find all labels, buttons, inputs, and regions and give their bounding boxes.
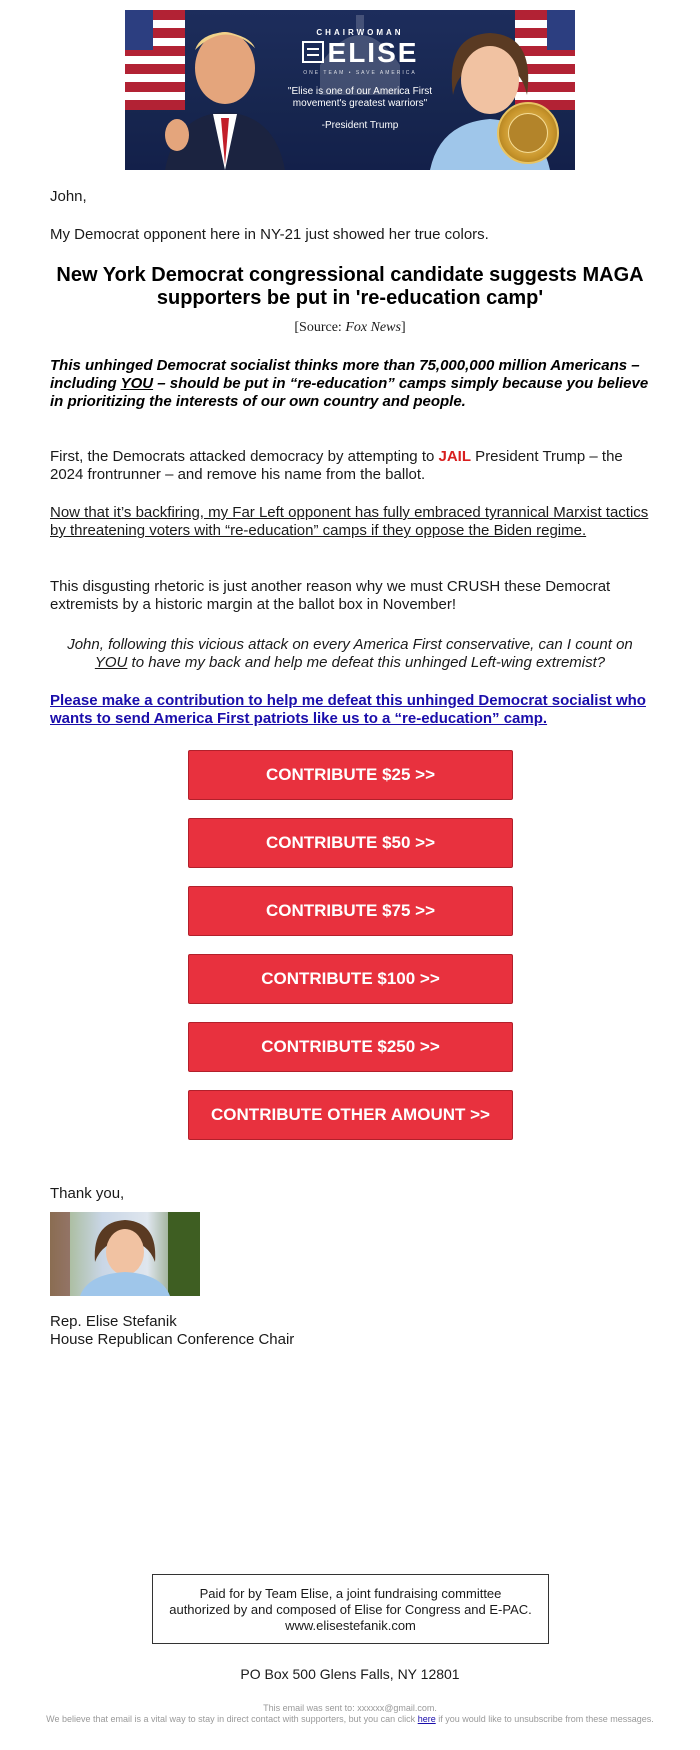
official-seal-icon	[497, 102, 559, 164]
jail-emphasis: JAIL	[438, 448, 472, 465]
unsubscribe-notice: We believe that email is a vital way to stay in direct contact with supporters, but you can click here if you would like to unsubscribe from these messages.	[46, 1714, 654, 1724]
brand-name-text: ELISE	[327, 37, 419, 68]
chairwoman-label: CHAIRWOMAN	[316, 28, 404, 37]
paid-for-disclaimer: Paid for by Team Elise, a joint fundraising committee authorized by and composed of Elise for Congress and E-PAC. www.elisestefanik.com	[152, 1574, 549, 1644]
signature-title: House Republican Conference Chair	[50, 1331, 295, 1348]
paragraph-1: This unhinged Democrat socialist thinks more than 75,000,000 million Americans – including YOU – should be put in “re-education” camps simply because you believe in prioritizing the interests of our own country and people.	[50, 357, 649, 410]
signature-photo	[50, 1212, 200, 1296]
banner-brand	[285, 28, 435, 131]
elise-logo-icon	[302, 41, 324, 63]
contribute-75-button[interactable]: CONTRIBUTE $75 >>	[188, 886, 513, 936]
banner-quote: "Elise is one of our America First movement's greatest warriors"	[287, 86, 433, 109]
mailing-address: PO Box 500 Glens Falls, NY 12801	[240, 1666, 460, 1682]
source-name: Fox News	[345, 320, 401, 335]
contribute-other-button[interactable]: CONTRIBUTE OTHER AMOUNT >>	[188, 1090, 513, 1140]
sent-to-notice: This email was sent to: xxxxxx@gmail.com.	[263, 1703, 437, 1713]
contribute-50-button[interactable]: CONTRIBUTE $50 >>	[188, 818, 513, 868]
paragraph-3: Now that it’s backfiring, my Far Left opponent has fully embraced tyrannical Marxist tactics by threatening voters with “re-education” camps if they oppose the Biden regime.	[50, 504, 649, 539]
email-greeting: John,	[50, 188, 87, 205]
paragraph-2: First, the Democrats attacked democracy by attempting to JAIL President Trump – the 2024 frontrunner – and remove his name from the ballot.	[50, 448, 623, 483]
contribute-100-button[interactable]: CONTRIBUTE $100 >>	[188, 954, 513, 1004]
unsubscribe-link[interactable]: here	[417, 1714, 436, 1724]
banner-attribution: -President Trump	[321, 120, 399, 131]
paragraph-5: John, following this vicious attack on every America First conservative, can I count on YOU to have my back and help me defeat this unhinged Left-wing extremist?	[67, 636, 633, 671]
news-headline: New York Democrat congressional candidate suggests MAGA supporters be put in 're-education camp'	[56, 264, 644, 309]
contribution-link[interactable]: Please make a contribution to help me defeat this unhinged Democrat socialist who wants to send America First patriots like us to a “re-education” camp.	[50, 692, 646, 727]
contribute-250-button[interactable]: CONTRIBUTE $250 >>	[188, 1022, 513, 1072]
signoff: Thank you,	[50, 1185, 125, 1202]
brand-name	[285, 38, 435, 68]
brand-tagline: ONE TEAM • SAVE AMERICA	[303, 70, 417, 76]
signature-name: Rep. Elise Stefanik	[50, 1313, 177, 1330]
header-banner	[125, 10, 575, 170]
paragraph-4: This disgusting rhetoric is just another reason why we must CRUSH these Democrat extremists by a historic margin at the ballot box in November!	[50, 578, 611, 613]
portrait-left-photo	[155, 20, 285, 170]
paragraph-cta	[50, 692, 650, 728]
email-intro: My Democrat opponent here in NY-21 just showed her true colors.	[50, 226, 489, 243]
email-footer	[40, 1703, 660, 1725]
contribute-25-button[interactable]: CONTRIBUTE $25 >>	[188, 750, 513, 800]
news-source: [Source: Fox News]	[294, 320, 406, 335]
